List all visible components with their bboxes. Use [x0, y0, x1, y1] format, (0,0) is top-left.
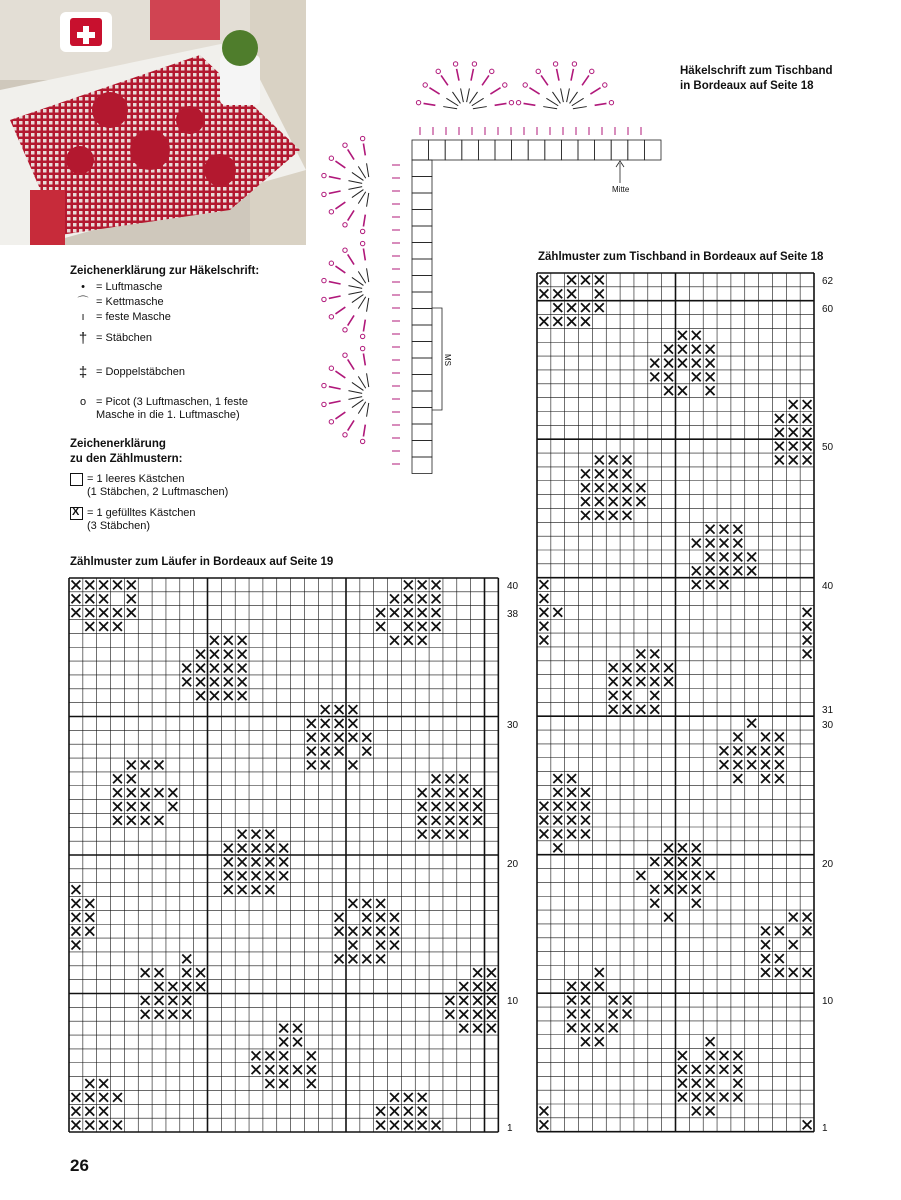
table-runner-photo	[0, 0, 306, 245]
right-row-label: 62	[822, 276, 834, 287]
ms-label: MS	[443, 354, 452, 366]
mitte-label: Mitte	[612, 185, 630, 194]
right-row-label: 1	[822, 1123, 828, 1134]
legend-item-staebchen: † = Stäbchen	[78, 330, 152, 347]
left-row-label: 1	[507, 1123, 513, 1134]
left-row-label: 10	[507, 996, 519, 1007]
legend-chart-title: Zeichenerklärung zu den Zählmustern:	[70, 438, 183, 465]
left-row-label: 20	[507, 859, 519, 870]
legend-item-doppelstaebchen: ‡ = Doppelstäbchen	[78, 364, 185, 381]
right-row-label: 31	[822, 705, 834, 716]
legend-item-luftmasche: • = Luftmasche	[81, 281, 163, 293]
left-chart-title: Zählmuster zum Läufer in Bordeaux auf Seite 19	[70, 556, 334, 568]
right-row-label: 40	[822, 581, 834, 592]
page-number: 26	[70, 1156, 89, 1175]
left-row-label: 30	[507, 720, 519, 731]
right-chart-title: Zählmuster zum Tischband in Bordeaux auf Seite 18	[538, 251, 824, 263]
legend-item-filled-box: X = 1 gefülltes Kästchen (3 Stäbchen)	[70, 507, 196, 533]
legend-item-empty-box: = 1 leeres Kästchen (1 Stäbchen, 2 Luftmaschen)	[70, 473, 228, 499]
legend-item-feste-masche: ı = feste Masche	[81, 311, 171, 323]
left-row-label: 40	[507, 581, 519, 592]
left-row-label: 38	[507, 609, 519, 620]
right-row-label: 10	[822, 996, 834, 1007]
right-row-label: 20	[822, 859, 834, 870]
crochet-chart-title: Häkelschrift zum Tischband in Bordeaux auf Seite 18	[680, 65, 833, 92]
legend-crochet-title: Zeichenerklärung zur Häkelschrift:	[70, 265, 260, 277]
right-row-label: 60	[822, 304, 834, 315]
right-row-label: 30	[822, 720, 834, 731]
right-row-label: 50	[822, 442, 834, 453]
empty-box-icon	[70, 473, 83, 486]
band-chart-grid	[536, 272, 816, 1134]
filled-box-icon	[70, 507, 83, 520]
legend-item-kettmasche: ⌒ = Kettmasche	[77, 296, 164, 308]
runner-chart-grid	[68, 577, 500, 1134]
legend-item-picot: ο = Picot (3 Luftmaschen, 1 feste Masche in die 1. Luftmasche)	[79, 396, 248, 421]
